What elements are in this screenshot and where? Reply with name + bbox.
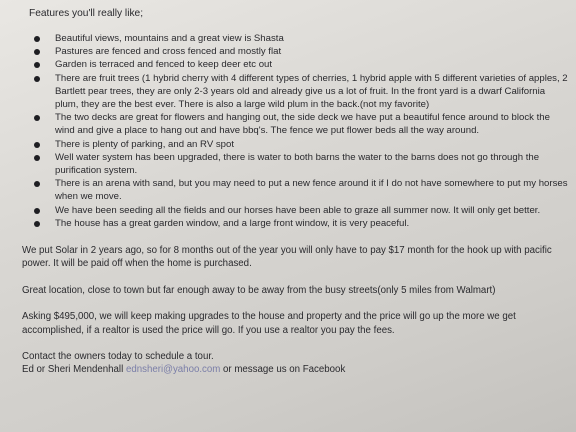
list-item [22, 177, 568, 203]
bullet-icon [34, 115, 40, 121]
bullet-icon [34, 155, 40, 161]
bullet-icon [34, 181, 40, 187]
bullet-icon [34, 62, 40, 68]
location-paragraph: Great location, close to town but far enough away to be away from the busy streets(only 5 miles from Walmart) [22, 284, 496, 296]
list-item-text: We have been seeding all the fields and our horses have been able to graze all summer now. It will only get better. [55, 204, 541, 216]
features-heading: Features you'll really like; [29, 8, 144, 19]
list-item [22, 58, 568, 71]
contact-block [22, 350, 568, 377]
list-item-text: Pastures are fenced and cross fenced and mostly flat [55, 46, 282, 58]
list-item [22, 217, 568, 230]
features-list [22, 32, 568, 230]
solar-paragraph: We put Solar in 2 years ago, so for 8 months out of the year you will only have to pay $17 month for the hook up with pacific power. It will be paid off when the home is purchased. [22, 245, 552, 270]
bullet-icon [34, 76, 40, 82]
list-item [22, 204, 568, 217]
asking-price-paragraph: Asking $495,000, we will keep making upgrades to the house and property and the price will go up the more we get accomplished, if a realtor is used the price will go. If you use a realtor you pay the fees. [22, 311, 516, 336]
list-item-text: There is an arena with sand, but you may need to put a new fence around it if I do not have somewhere to put my horses when we move. [55, 178, 568, 203]
bullet-icon [34, 208, 40, 214]
bullet-icon [34, 36, 40, 42]
list-item-text: There is plenty of parking, and an RV spot [55, 138, 235, 150]
contact-line: Contact the owners today to schedule a tour. [22, 351, 214, 363]
list-item-text: Well water system has been upgraded, there is water to both barns the water to the barns does not go through the purification system. [55, 151, 540, 177]
list-item-text: Beautiful views, mountains and a great view is Shasta [55, 33, 284, 44]
list-item-text: The two decks are great for flowers and hanging out, the side deck we have put a beautiful fence around to block the wind and give a place to hang out and have bbq's. The fence we put flower beds all the way around. [55, 112, 550, 137]
list-item-text: There are fruit trees (1 hybrid cherry with 4 different types of cherries, 1 hybrid apple with 5 different varieties of apples, 2 Bartlett pear trees, they are only 2-3 years old and already give us a lot of fruit. In the front yard is a dwarf California plum, they are the best ever. There is also a large wild plum in the back.(not my favorite) [55, 72, 568, 111]
list-item [22, 45, 568, 58]
owner-names: Ed or Sheri Mendenhall [22, 364, 124, 376]
list-item [22, 151, 568, 177]
list-item [22, 138, 568, 151]
list-item [22, 72, 568, 112]
bullet-icon [34, 49, 40, 55]
list-item-text: The house has a great garden window, and a large front window, it is very peaceful. [55, 217, 410, 229]
bullet-icon [34, 221, 40, 227]
list-item-text: Garden is terraced and fenced to keep deer etc out [55, 59, 273, 71]
email-link[interactable]: ednsheri@yahoo.com [125, 364, 221, 376]
list-item [22, 32, 568, 45]
contact-suffix: or message us on Facebook [223, 364, 346, 376]
list-item [22, 111, 568, 137]
bullet-icon [34, 142, 40, 148]
